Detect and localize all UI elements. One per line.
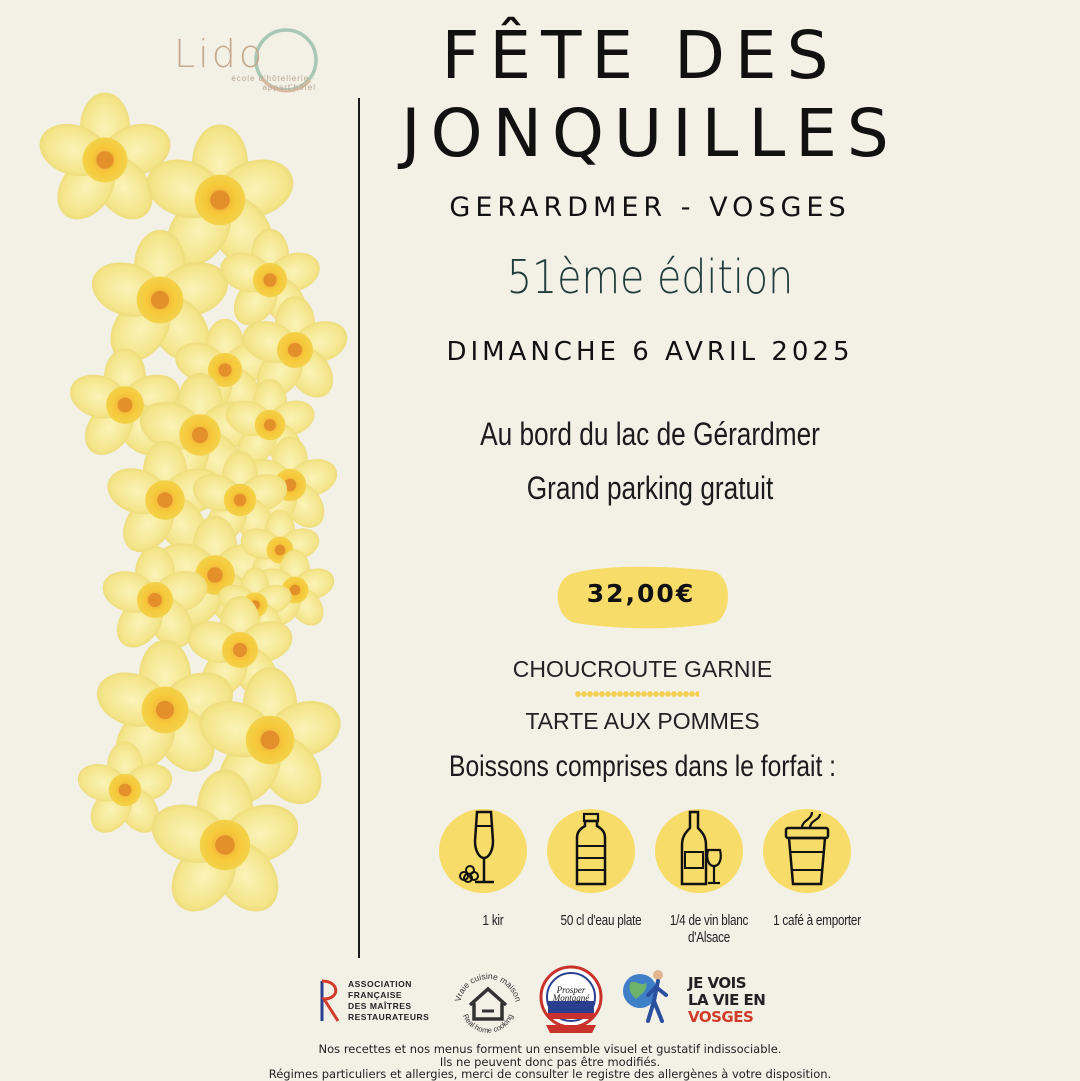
prosper-montagne-logo	[536, 965, 606, 1035]
afmr-line: RESTAURATEURS	[348, 1012, 430, 1022]
drink-label: 1 café à emporter	[773, 912, 861, 929]
drink-kir	[438, 806, 548, 929]
dotted-separator	[575, 690, 699, 698]
prosper-montagne-seal-icon	[536, 965, 606, 1037]
globe-walker-icon	[618, 965, 676, 1031]
drink-coffee	[762, 806, 872, 929]
drink-label: 50 cl d'eau plate	[560, 912, 642, 929]
footer-notice	[120, 1043, 980, 1081]
water-bottle-icon	[546, 806, 636, 896]
vraie-cuisine-maison-logo	[452, 965, 524, 1035]
afmr-line: FRANÇAISE	[348, 990, 403, 1000]
daffodil-flowers-illustration	[30, 90, 350, 940]
edition: 51ème édition	[506, 250, 794, 304]
logo-tagline: école d'hôtellerie · appart'hôtel	[231, 74, 316, 92]
venue-info: Au bord du lac de Gérardmer	[480, 416, 820, 452]
coffee-cup-icon	[762, 806, 852, 896]
price: 32,00€	[586, 579, 696, 608]
svg-text:Montagné: Montagné	[552, 993, 590, 1003]
jvv-line: VOSGES	[688, 1008, 754, 1026]
location: GERARDMER - VOSGES	[449, 192, 851, 223]
afmr-r-icon	[314, 977, 344, 1025]
vertical-divider	[358, 98, 360, 958]
drink-label: 1 kir	[482, 912, 504, 929]
title-line-2: JONQUILLES	[401, 95, 899, 172]
svg-text:Vraie cuisine maison: Vraie cuisine maison	[452, 970, 524, 1003]
jvv-line: JE VOIS	[688, 974, 747, 992]
parking-info: Grand parking gratuit	[526, 470, 774, 506]
drink-wine	[654, 806, 764, 946]
footer-line: Régimes particuliers et allergies, merci de consulter le registre des allergènes à votre disposition.	[268, 1067, 832, 1081]
title-line-1: FÊTE DES	[441, 17, 839, 94]
lido-logo	[170, 18, 330, 98]
menu-item-choucroute: CHOUCROUTE GARNIE	[512, 656, 773, 682]
je-vois-la-vie-en-vosges-logo	[688, 975, 768, 1045]
footer-line: Nos recettes et nos menus forment un ensemble visuel et gustatif indissociable.	[318, 1042, 782, 1056]
afmr-line: DES MAÎTRES	[348, 1001, 412, 1011]
kir-glass-icon	[438, 806, 528, 896]
footer-line: Ils ne peuvent donc pas être modifiés.	[439, 1054, 661, 1069]
walking-globe-logo	[618, 965, 676, 1035]
svg-text:Prosper: Prosper	[556, 985, 586, 995]
jvv-line: LA VIE EN	[688, 991, 766, 1009]
drink-label: 1/4 de vin blanc d'Alsace	[669, 912, 749, 946]
afmr-line: ASSOCIATION	[348, 979, 412, 989]
svg-text:Real home cooking: Real home cooking	[460, 1012, 516, 1035]
logo-name: Lido	[174, 32, 266, 76]
house-icon	[452, 965, 524, 1041]
event-date: DIMANCHE 6 AVRIL 2025	[446, 337, 854, 367]
menu-item-tarte: TARTE AUX POMMES	[525, 708, 760, 734]
drink-water	[546, 806, 656, 929]
price-badge	[552, 565, 730, 629]
afmr-logo	[314, 965, 444, 1035]
wine-bottle-glass-icon	[654, 806, 744, 896]
drinks-title: Boissons comprises dans le forfait :	[449, 750, 836, 783]
